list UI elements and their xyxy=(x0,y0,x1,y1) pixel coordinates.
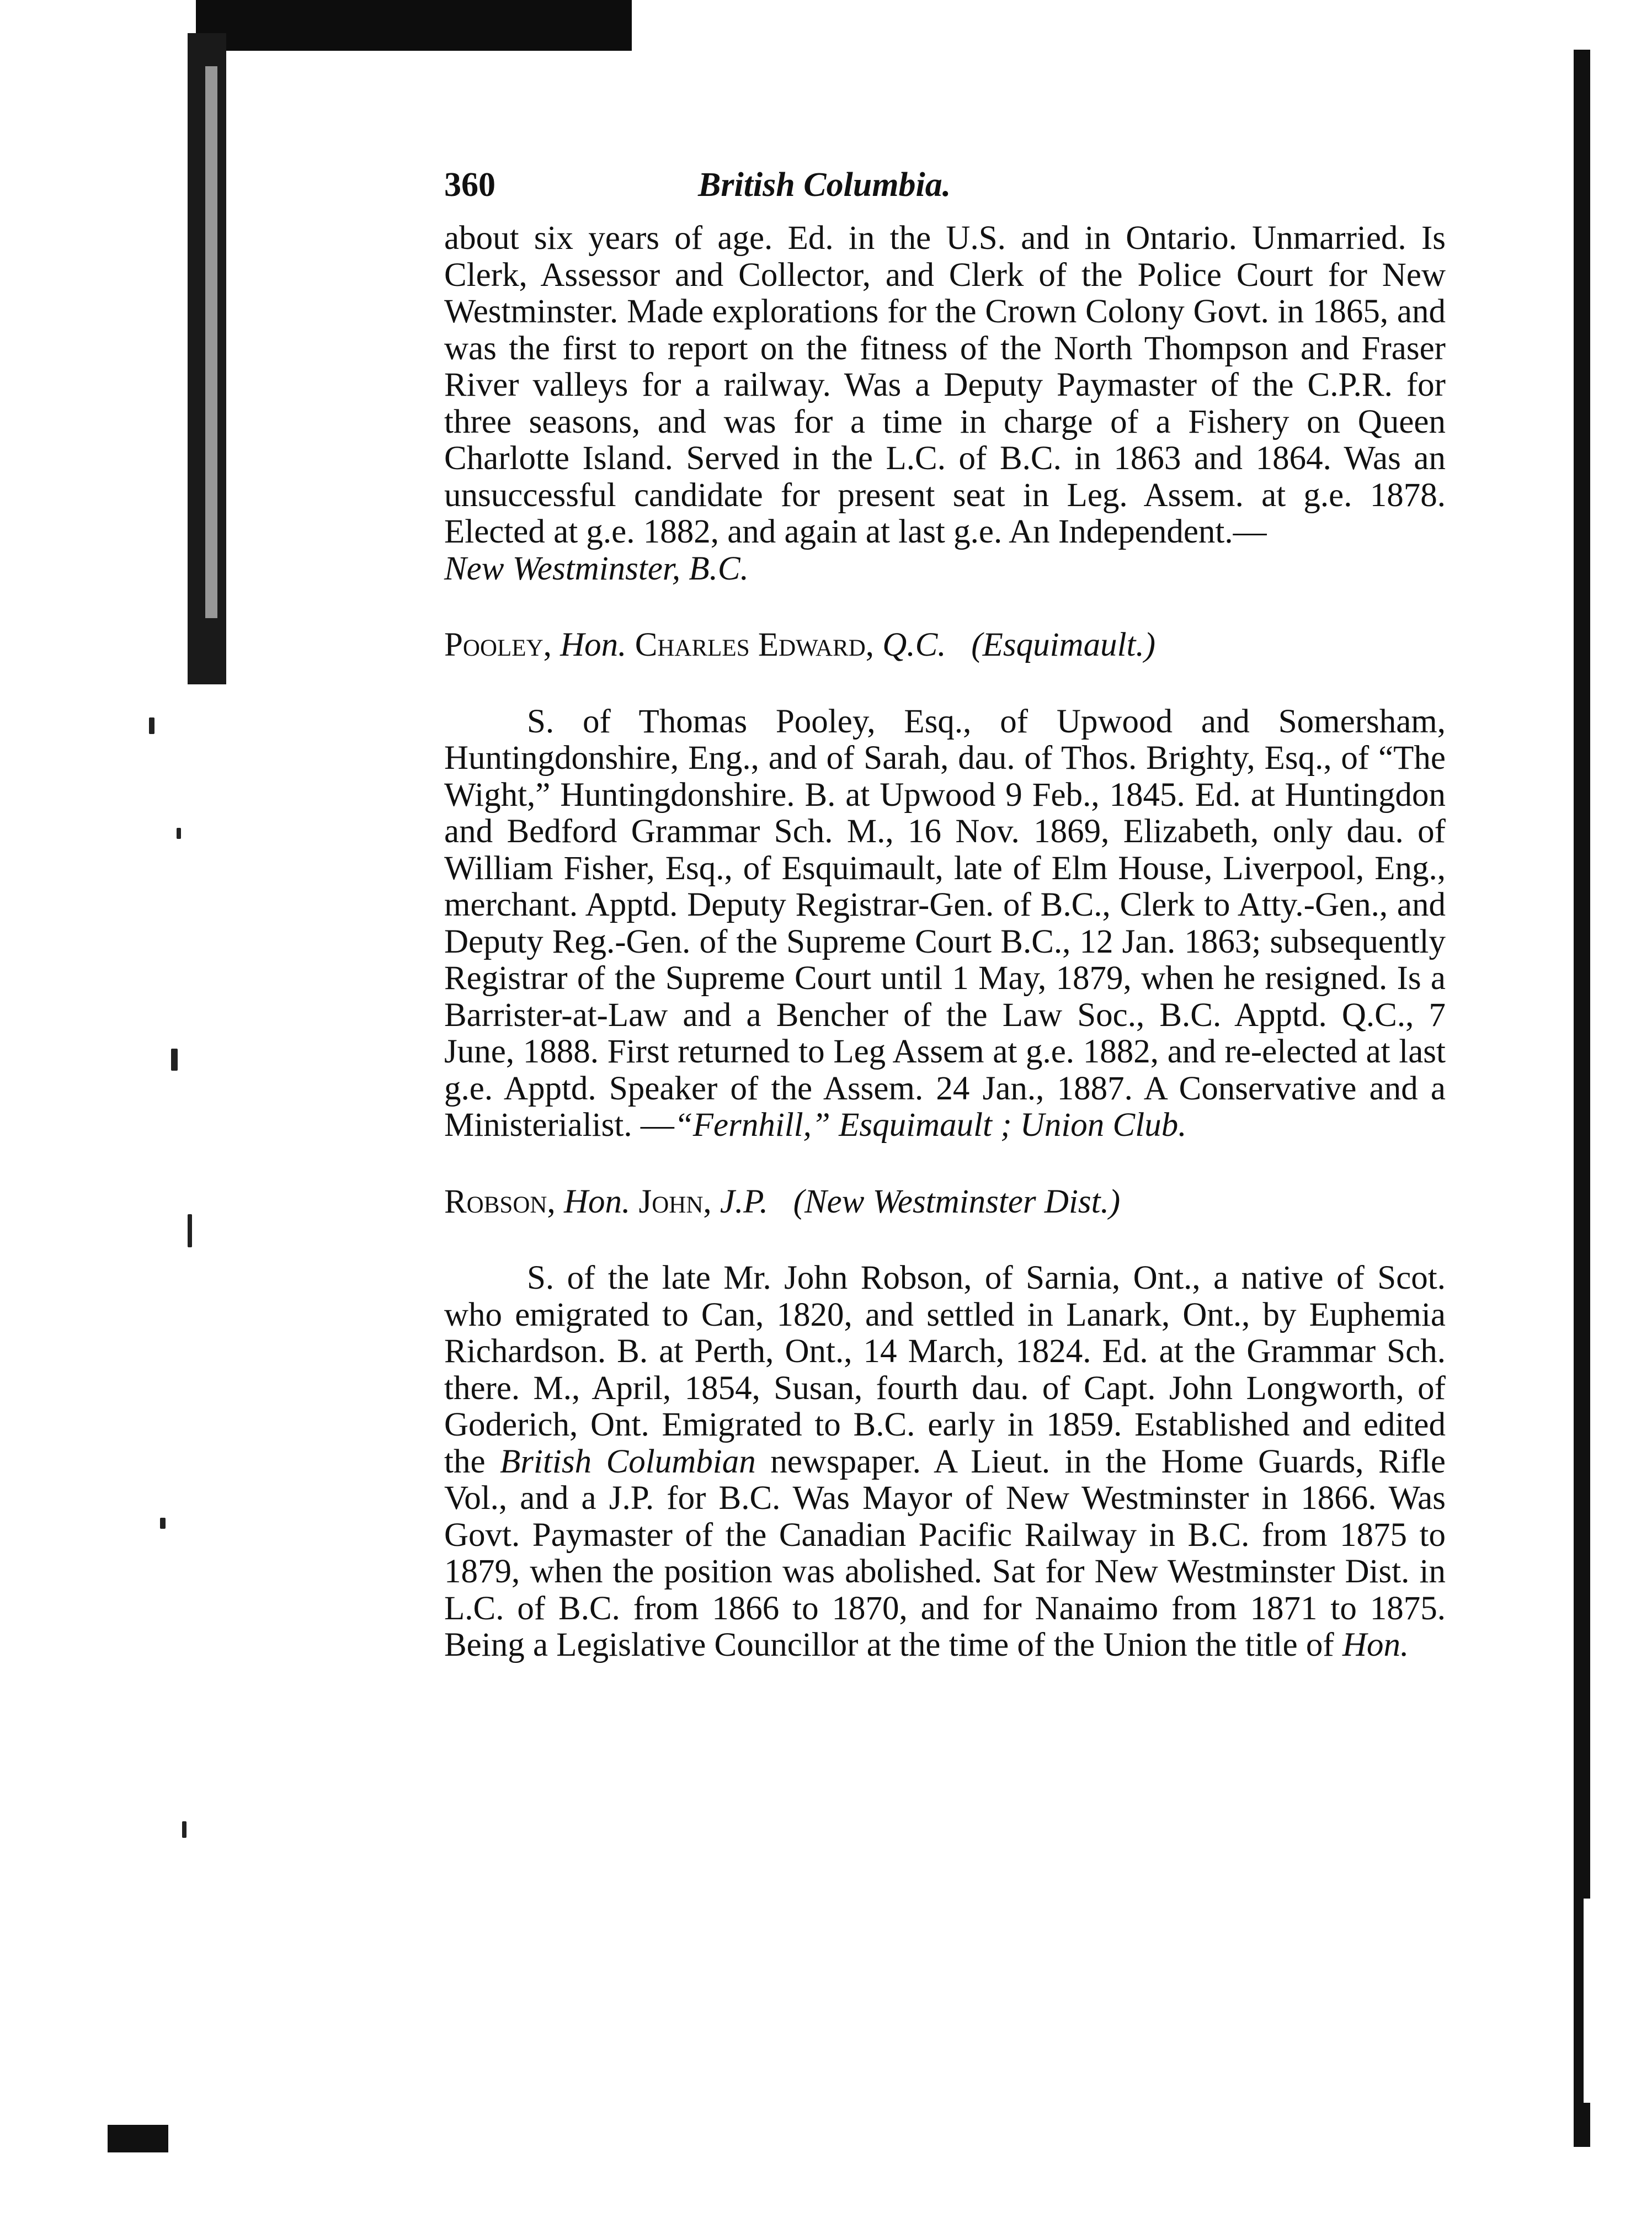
running-title: British Columbia. xyxy=(698,166,951,204)
robson-body-part1: S. of the late Mr. John Robson, of Sarnia, Ont., a native of Scot. who emigrated to Can, 1820, and settled in Lanark, Ont., by Euphemia Richardson. B. at Perth, Ont., 14 March, 1824. Ed. at the Grammar Sch. there. M., April, 1854, Susan, fourth dau. of Capt. John Longworth, of Goderich, Ont. Emigrated to B.C. early in 1859. Established and edited the xyxy=(444,1259,1446,1480)
pooley-body: S. of Thomas Pooley, Esq., of Upwood and Somersham, Huntingdonshire, Eng., and of Sarah, dau. of Thos. Brighty, Esq., of “The Wight,” Huntingdonshire. B. at Upwood 9 Feb., 1845. Ed. at Huntingdon and Bedford Grammar Sch. M., 16 Nov. 1869, Elizabeth, only dau. of William Fisher, Esq., of Esquimault, late of Elm House, Liverpool, Eng., merchant. Apptd. Deputy Registrar-Gen. of B.C., Clerk to Atty.-Gen., and Deputy Reg.-Gen. of the Supreme Court B.C., 12 Jan. 1863; subsequently Registrar of the Supreme Court until 1 May, 1879, when he resigned. Is a Barrister-at-Law and a Bencher of the Law Soc., B.C. Apptd. Q.C., 7 June, 1888. First returned to Leg Assem at g.e. 1882, and re-elected at last g.e. Apptd. Speaker of the Assem. 24 Jan., 1887. A Conservative and a Ministerialist. — xyxy=(444,703,1446,1144)
robson-constituency: (New Westminster Dist.) xyxy=(793,1183,1121,1220)
pooley-postnominal: Q.C. xyxy=(882,626,946,663)
robson-newspaper: British Columbian xyxy=(500,1443,756,1480)
pooley-surname: Pooley, xyxy=(444,626,552,663)
entry-continued-text: about six years of age. Ed. in the U.S. and in Ontario. Unmarried. Is Clerk, Assessor and Collector, and Clerk of the Police Court for New Westminster. Made explorations for the Crown Colony Govt. in 1865, and was the first to report on the fitness of the North Thompson and Fraser River valleys for a railway. Was a Deputy Paymaster of the C.P.R. for three seasons, and was for a time in charge of a Fishery on Queen Charlotte Island. Served in the L.C. of B.C. in 1863 and 1864. Was an unsuccessful candidate for present seat in Leg. Assem. at g.e. 1878. Elected at g.e. 1882, and again at last g.e. An Independent.— xyxy=(444,220,1446,550)
scan-edge-bottom-left xyxy=(108,2125,168,2152)
scan-edge-right-gap xyxy=(1584,1899,1606,2103)
robson-postnominal: J.P. xyxy=(720,1183,768,1220)
robson-body-part2: newspaper. A Lieut. in the Home Guards, Rifle Vol., and a J.P. for B.C. Was Mayor of New Westminster in 1866. Was Govt. Paymaster of the Canadian Pacific Railway in B.C. from 1875 to 1879, when the position was abolished. Sat for New Westminster Dist. in L.C. of B.C. from 1866 to 1870, and for Nanaimo from 1871 to 1875. Being a Legislative Councillor at the time of the Union the title of xyxy=(444,1443,1446,1663)
scan-edge-top xyxy=(196,0,632,51)
entry-body-pooley xyxy=(444,704,1446,1144)
pooley-constituency: (Esquimault.) xyxy=(971,626,1156,663)
pooley-address: “Fernhill,” Esquimault ; Union Club. xyxy=(674,1107,1187,1144)
robson-surname: Robson, xyxy=(444,1183,556,1220)
pooley-given-names: Charles Edward, xyxy=(635,626,875,663)
robson-given-names: John, xyxy=(638,1183,712,1220)
scan-specks xyxy=(138,717,204,2097)
entry-heading-robson xyxy=(444,1184,1446,1221)
entry-continued-address: New Westminster, B.C. xyxy=(444,550,749,587)
scan-edge-right xyxy=(1574,50,1590,2147)
entry-continued xyxy=(444,220,1446,587)
robson-trailing-title: Hon. xyxy=(1342,1626,1409,1663)
entry-body-robson xyxy=(444,1260,1446,1664)
scan-edge-left-highlight xyxy=(205,66,217,618)
page-number: 360 xyxy=(444,166,495,204)
robson-honorific: Hon. xyxy=(563,1183,631,1220)
running-header xyxy=(444,166,1446,205)
page-content xyxy=(444,166,1446,1664)
pooley-honorific: Hon. xyxy=(560,626,627,663)
entry-heading-pooley xyxy=(444,627,1446,664)
